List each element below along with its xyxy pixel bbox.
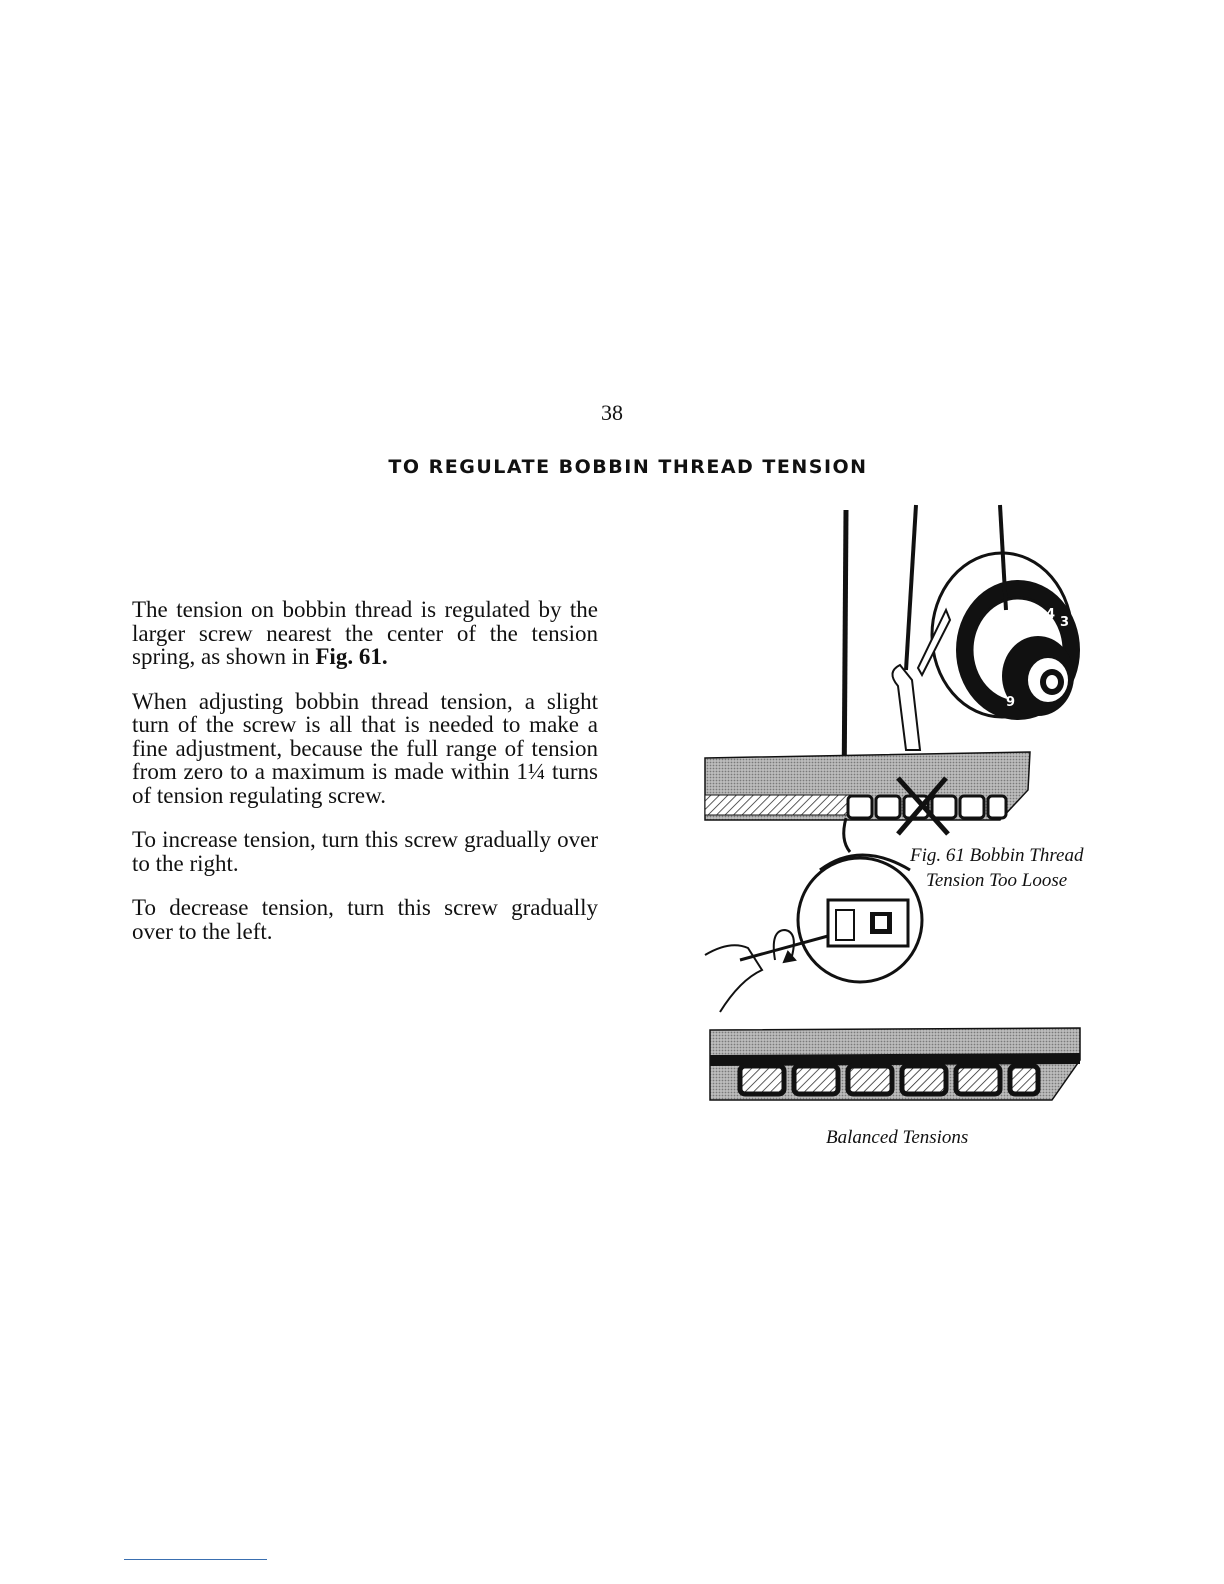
figure-caption-line: Tension Too Loose xyxy=(926,870,1068,891)
footnote-rule xyxy=(124,1559,267,1560)
figure-caption xyxy=(910,843,1083,893)
tension-dial-icon xyxy=(892,553,1080,750)
dial-number: 3 xyxy=(1060,615,1070,630)
screwdriver-hand-icon xyxy=(705,930,828,1012)
dial-number: 4 xyxy=(1046,607,1056,622)
bobbin-case-icon xyxy=(798,818,922,982)
body-text xyxy=(132,598,598,964)
paragraph-tension-regulated xyxy=(132,598,598,669)
dial-number: 9 xyxy=(1006,695,1016,710)
dial-number: 7 xyxy=(990,651,1000,666)
bobbin-tension-illustration xyxy=(700,500,1100,1110)
dial-number: 8 xyxy=(990,679,1000,694)
paragraph-decrease-tension: To decrease tension, turn this screw gradually over to the left. xyxy=(132,895,598,944)
balanced-tensions-caption: Balanced Tensions xyxy=(826,1127,969,1148)
figure-reference: Fig. 61. xyxy=(315,644,388,669)
paragraph-text: The tension on bobbin thread is regulated by the larger screw nearest the center of the tension spring, as shown in xyxy=(132,597,598,669)
figure-caption-line: Fig. 61 Bobbin Thread xyxy=(910,845,1084,866)
page-number: 38 xyxy=(601,400,623,425)
paragraph-increase-tension: To increase tension, turn this screw gradually over to the right. xyxy=(132,827,598,876)
fabric-loose-tension-icon xyxy=(705,752,1030,820)
paragraph-adjusting: When adjusting bobbin thread tension, a slight turn of the screw is all that is needed to make a fine adjustment, because the full range of tension from zero to a maximum is made within 1¼ turns of tension regulating screw. xyxy=(132,688,598,808)
fabric-balanced-tensions-icon xyxy=(710,1028,1080,1100)
section-heading: TO REGULATE BOBBIN THREAD TENSION xyxy=(388,456,868,478)
dial-number: 5 xyxy=(1030,609,1040,624)
upper-thread-line xyxy=(906,505,916,670)
dial-number: 6 xyxy=(1014,619,1024,634)
